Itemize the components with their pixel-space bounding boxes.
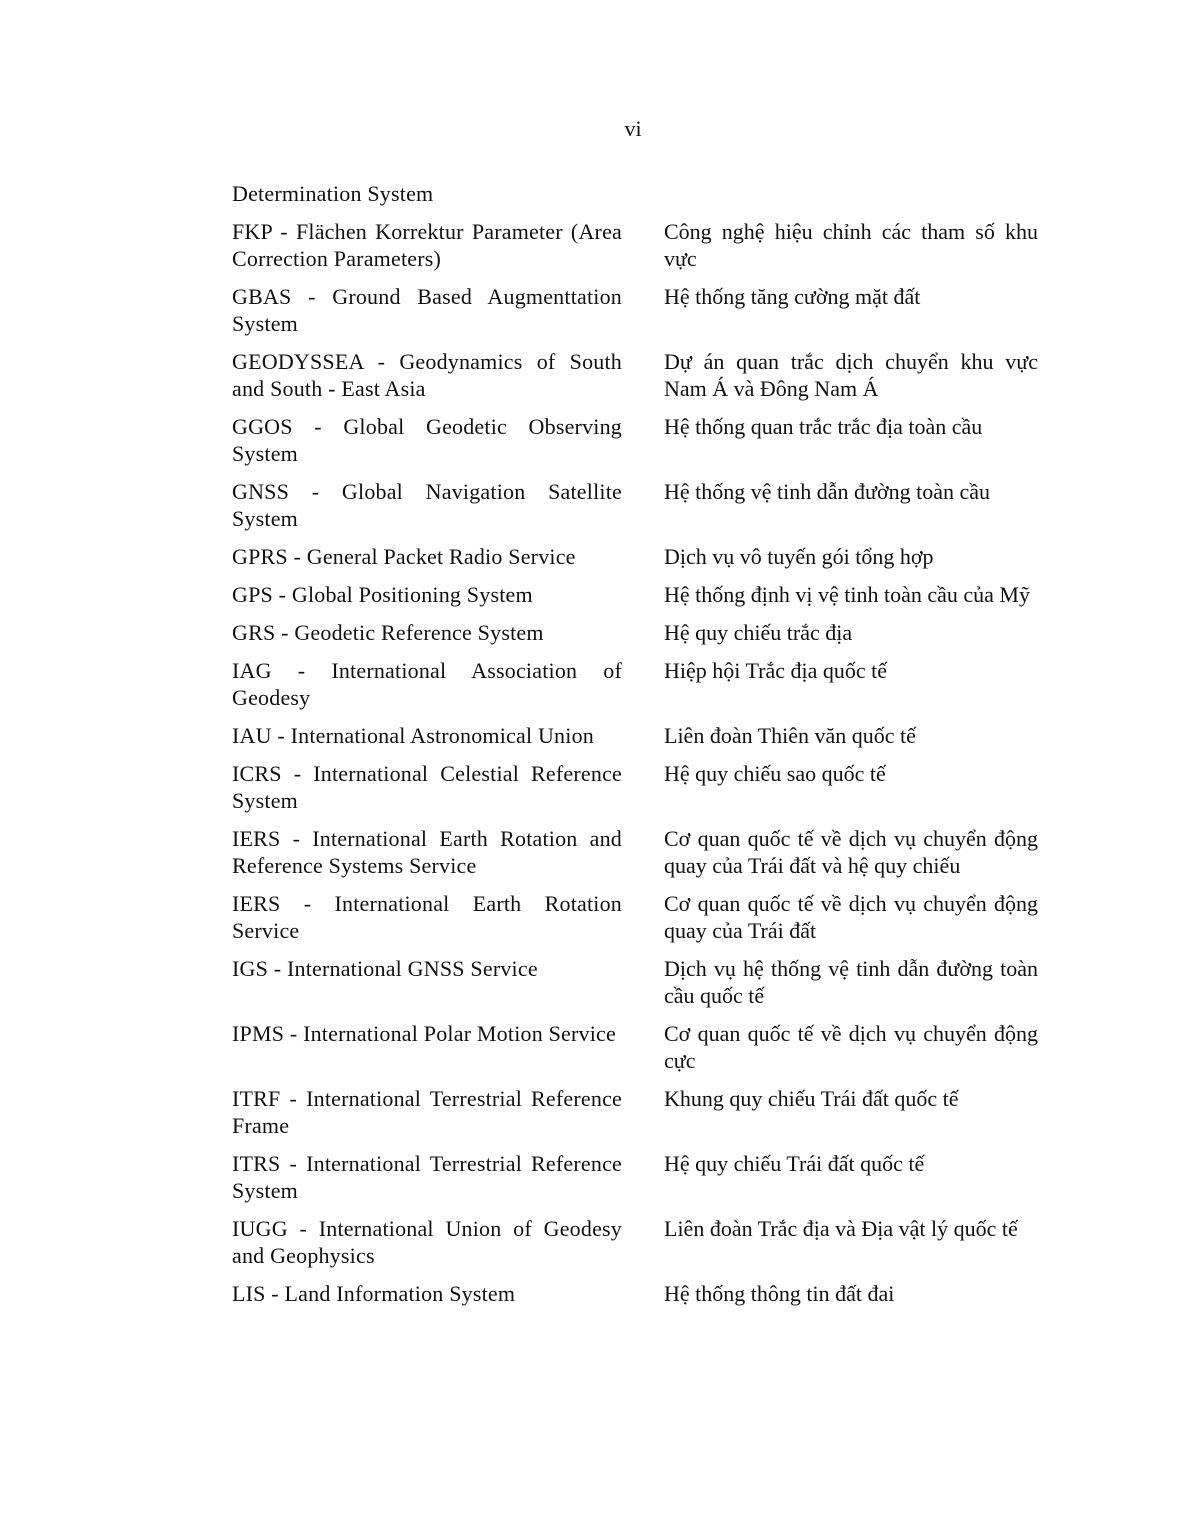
vietnamese-meaning: Liên đoàn Thiên văn quốc tế xyxy=(664,723,916,748)
vietnamese-meaning: Hiệp hội Trắc địa quốc tế xyxy=(664,658,888,683)
vietnamese-meaning: Hệ thống vệ tinh dẫn đường toàn cầu xyxy=(664,479,990,504)
abbreviation-term: GPRS - General Packet Radio Service xyxy=(232,544,576,569)
abbreviation-term: IAU - International Astronomical Union xyxy=(232,723,594,748)
vietnamese-meaning: Hệ thống định vị vệ tinh toàn cầu của Mỹ xyxy=(664,582,1030,607)
glossary-row xyxy=(232,955,1038,1009)
glossary-row xyxy=(232,657,1038,711)
abbreviation-term: FKP - Flächen Korrektur Parameter (Area Correction Parameters) xyxy=(232,219,622,271)
abbreviation-term: GEODYSSEA - Geodynamics of South and South - East Asia xyxy=(232,349,622,401)
abbreviation-term: ITRF - International Terrestrial Reference Frame xyxy=(232,1086,622,1138)
glossary-row xyxy=(232,283,1038,337)
abbreviation-term: IGS - International GNSS Service xyxy=(232,956,538,981)
glossary-rows xyxy=(232,218,1038,1307)
vietnamese-meaning: Cơ quan quốc tế về dịch vụ chuyển động cực xyxy=(664,1021,1038,1073)
continued-meaning xyxy=(664,180,1038,207)
abbreviation-term: IERS - International Earth Rotation and Reference Systems Service xyxy=(232,826,622,878)
vietnamese-meaning: Hệ thống thông tin đất đai xyxy=(664,1281,895,1306)
abbreviation-term: IUGG - International Union of Geodesy and Geophysics xyxy=(232,1216,622,1268)
glossary-row xyxy=(232,218,1038,272)
glossary-row xyxy=(232,543,1038,570)
vietnamese-meaning: Công nghệ hiệu chỉnh các tham số khu vực xyxy=(664,219,1038,271)
glossary-row xyxy=(232,478,1038,532)
glossary-row xyxy=(232,1150,1038,1204)
vietnamese-meaning: Cơ quan quốc tế về dịch vụ chuyển động quay của Trái đất và hệ quy chiếu xyxy=(664,826,1038,878)
vietnamese-meaning: Hệ thống quan trắc trắc địa toàn cầu xyxy=(664,414,983,439)
abbreviation-term: ITRS - International Terrestrial Reference System xyxy=(232,1151,622,1203)
glossary-row xyxy=(232,619,1038,646)
vietnamese-meaning: Liên đoàn Trắc địa và Địa vật lý quốc tế xyxy=(664,1216,1018,1241)
glossary-row xyxy=(232,722,1038,749)
vietnamese-meaning: Cơ quan quốc tế về dịch vụ chuyển động quay của Trái đất xyxy=(664,891,1038,943)
vietnamese-meaning: Hệ quy chiếu trắc địa xyxy=(664,620,853,645)
glossary-row xyxy=(232,825,1038,879)
glossary-row xyxy=(232,1020,1038,1074)
abbreviation-glossary xyxy=(232,180,1038,1318)
glossary-row xyxy=(232,1215,1038,1269)
abbreviation-term: GPS - Global Positioning System xyxy=(232,582,533,607)
abbreviation-term: GGOS - Global Geodetic Observing System xyxy=(232,414,622,466)
abbreviation-term: GRS - Geodetic Reference System xyxy=(232,620,544,645)
glossary-row xyxy=(232,581,1038,608)
glossary-row xyxy=(232,348,1038,402)
glossary-row xyxy=(232,890,1038,944)
abbreviation-term: IAG - International Association of Geodesy xyxy=(232,658,622,710)
vietnamese-meaning: Khung quy chiếu Trái đất quốc tế xyxy=(664,1086,959,1111)
glossary-row-continued xyxy=(232,180,1038,207)
continued-term: Determination System xyxy=(232,181,434,206)
glossary-row xyxy=(232,760,1038,814)
vietnamese-meaning: Dịch vụ vô tuyến gói tổng hợp xyxy=(664,544,934,569)
glossary-row xyxy=(232,1085,1038,1139)
abbreviation-term: GBAS - Ground Based Augmenttation System xyxy=(232,284,622,336)
vietnamese-meaning: Dịch vụ hệ thống vệ tinh dẫn đường toàn cầu quốc tế xyxy=(664,956,1038,1008)
vietnamese-meaning: Dự án quan trắc dịch chuyển khu vực Nam Á và Đông Nam Á xyxy=(664,349,1038,401)
vietnamese-meaning: Hệ thống tăng cường mặt đất xyxy=(664,284,921,309)
abbreviation-term: GNSS - Global Navigation Satellite System xyxy=(232,479,622,531)
abbreviation-term: LIS - Land Information System xyxy=(232,1281,516,1306)
abbreviation-term: IPMS - International Polar Motion Service xyxy=(232,1021,616,1046)
abbreviation-term: ICRS - International Celestial Reference System xyxy=(232,761,622,813)
vietnamese-meaning: Hệ quy chiếu Trái đất quốc tế xyxy=(664,1151,925,1176)
page-number: vi xyxy=(624,116,642,141)
glossary-row xyxy=(232,1280,1038,1307)
abbreviation-term: IERS - International Earth Rotation Service xyxy=(232,891,622,943)
glossary-row xyxy=(232,413,1038,467)
vietnamese-meaning: Hệ quy chiếu sao quốc tế xyxy=(664,761,886,786)
